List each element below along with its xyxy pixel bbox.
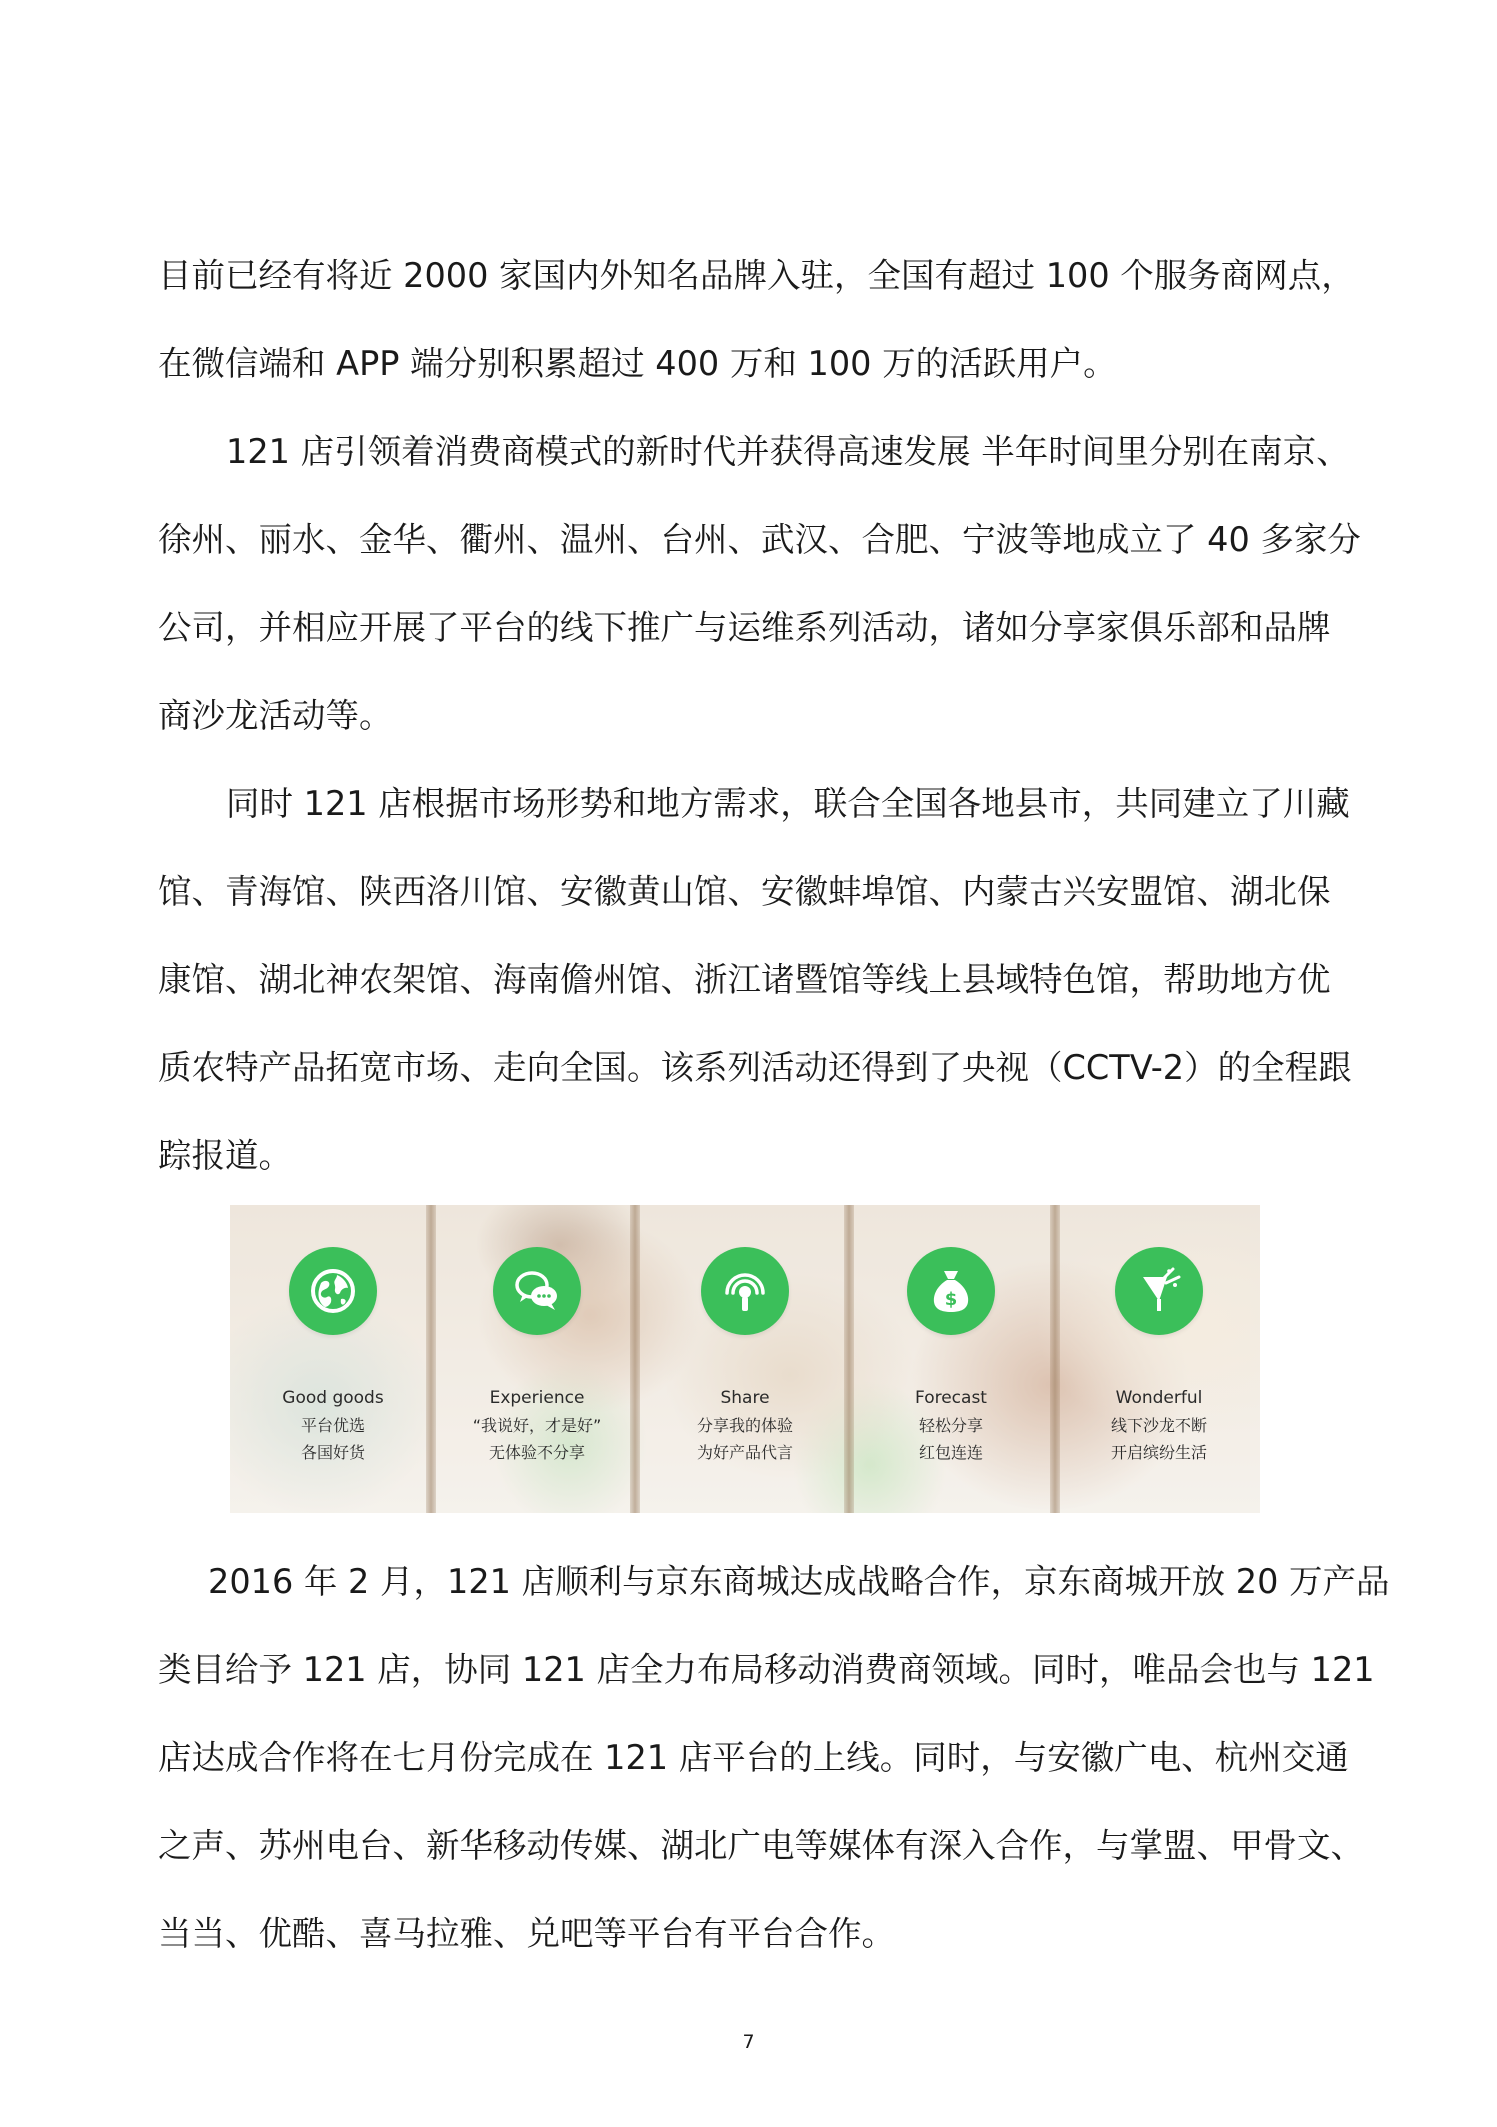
paragraph-line: 商沙龙活动等。 [158, 696, 393, 735]
paragraph-line: 馆、青海馆、陕西洛川馆、安徽黄山馆、安徽蚌埠馆、内蒙古兴安盟馆、湖北保 [158, 872, 1331, 911]
paragraph-line: 质农特产品拓宽市场、走向全国。该系列活动还得到了央视（CCTV-2）的全程跟 [158, 1048, 1352, 1087]
paragraph-line: 康馆、湖北神农架馆、海南儋州馆、浙江诸暨馆等线上县域特色馆，帮助地方优 [158, 960, 1331, 999]
chat-bubbles-icon [493, 1247, 581, 1335]
share-signal-icon [701, 1247, 789, 1335]
feature-share [642, 1205, 848, 1513]
paragraph-line: 之声、苏州电台、新华移动传媒、湖北广电等媒体有深入合作，与掌盟、甲骨文、 [158, 1826, 1364, 1865]
feature-caption-line: 各国好货 [300, 1443, 365, 1462]
paragraph-line: 徐州、丽水、金华、衢州、温州、台州、武汉、合肥、宁波等地成立了 40 多家分 [158, 520, 1361, 559]
feature-caption-line: 红包连连 [918, 1443, 983, 1462]
paragraph-line: 踪报道。 [158, 1136, 292, 1175]
feature-title: Good goods [282, 1388, 384, 1408]
paragraph-line: 在微信端和 APP 端分别积累超过 400 万和 100 万的活跃用户。 [158, 344, 1117, 383]
feature-caption-line: 无体验不分享 [488, 1443, 585, 1462]
feature-caption-line: 平台优选 [300, 1416, 365, 1435]
feature-title: Share [720, 1388, 770, 1408]
globe-icon [289, 1247, 377, 1335]
feature-banner-image [230, 1205, 1260, 1513]
feature-good-goods [230, 1205, 436, 1513]
feature-experience [434, 1205, 640, 1513]
svg-text:$: $ [944, 1289, 958, 1310]
feature-caption-line: 轻松分享 [918, 1416, 983, 1435]
feature-caption-line: 开启缤纷生活 [1110, 1443, 1207, 1462]
feature-wonderful [1056, 1205, 1260, 1513]
feature-title: Wonderful [1115, 1388, 1203, 1408]
paragraph-line: 2016 年 2 月，121 店顺利与京东商城达成战略合作，京东商城开放 20 万产品 [208, 1562, 1390, 1601]
paragraph-line: 类目给予 121 店，协同 121 店全力布局移动消费商领域。同时，唯品会也与 121 [158, 1650, 1375, 1689]
paragraph-line: 同时 121 店根据市场形势和地方需求，联合全国各地县市，共同建立了川藏 [226, 784, 1350, 823]
paragraph-line: 目前已经有将近 2000 家国内外知名品牌入驻，全国有超过 100 个服务商网点， [158, 256, 1355, 295]
feature-caption-line: 线下沙龙不断 [1110, 1416, 1207, 1435]
paragraph-line: 店达成合作将在七月份完成在 121 店平台的上线。同时，与安徽广电、杭州交通 [158, 1738, 1349, 1777]
feature-title: Experience [489, 1388, 585, 1408]
paragraph-line: 公司，并相应开展了平台的线下推广与运维系列活动，诸如分享家俱乐部和品牌 [158, 608, 1331, 647]
feature-caption-line: 为好产品代言 [696, 1443, 793, 1462]
page-number: 7 [742, 2031, 755, 2053]
paragraph-line: 当当、优酷、喜马拉雅、兑吧等平台有平台合作。 [158, 1914, 895, 1953]
feature-forecast [848, 1205, 1054, 1513]
paragraph-line: 121 店引领着消费商模式的新时代并获得高速发展 半年时间里分别在南京、 [226, 432, 1350, 471]
money-bag-icon [907, 1247, 995, 1335]
feature-caption-line: “我说好，才是好” [472, 1416, 602, 1435]
party-popper-icon [1115, 1247, 1203, 1335]
feature-title: Forecast [915, 1388, 987, 1408]
feature-caption-line: 分享我的体验 [696, 1416, 793, 1435]
